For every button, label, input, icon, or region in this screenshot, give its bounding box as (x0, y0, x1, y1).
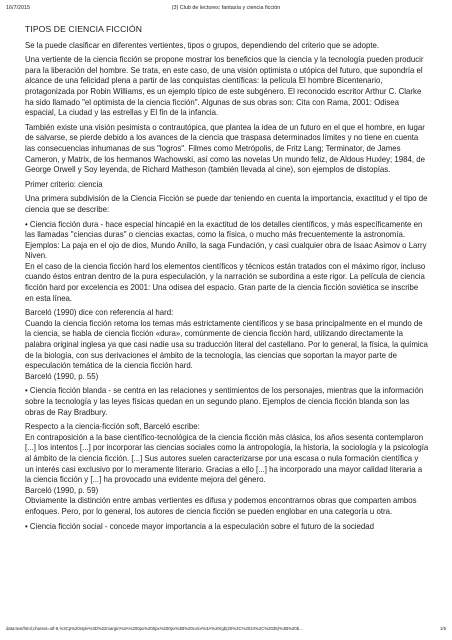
print-date: 16/7/2015 (6, 5, 30, 11)
paragraph-dystopian: También existe una visión pesimista o contrautópica, que plantea la idea de un futuro en el que el hombre, en lugar de salvarse, se pierde debido a los avances de la ciencia que traspasa determinados límites y no tiene en cuenta las consecuencias inhumanas de sus "logros". Filmes como Metrópolis, de Fritz Lang; Terminator, de James Cameron, y Matrix, de los hermanos Wachowski, así como las novelas Un mundo feliz, de Aldous Huxley; 1984, de George Orwell y Soy leyenda, de Richard Matheson (también llevada al cine), son ejemplos de distopías. (25, 122, 425, 175)
page-number: 1/5 (440, 626, 446, 631)
print-footer (6, 626, 446, 635)
paragraph-intro: Se la puede clasificar en diferentes vertientes, tipos o grupos, dependiendo del criterio que se adopte. (25, 40, 380, 50)
section-heading: TIPOS DE CIENCIA FICCIÓN (25, 24, 142, 34)
paragraph-social-sf: • Ciencia ficción social - concede mayor importancia a la especulación sobre el futuro de la sociedad (25, 521, 374, 531)
print-url: data:text/html;charset=utf-8,%3Cp%20style%3D%22margin%3A%200px%200px%200px%3B%20color%3A%20rgb(20%2C%2024%2C%2035)%3B%20b... (6, 626, 303, 631)
paragraph-soft-sf: • Ciencia ficción blanda - se centra en las relaciones y sentimientos de los personajes, mientras que la información sobre la tecnología y las leyes físicas quedan en un segundo plano. Ejemplos de ciencia ficción blanda son las obras de Ray Bradbury. (25, 386, 424, 417)
print-header (6, 5, 446, 15)
paragraph-utopian: Una vertiente de la ciencia ficción se propone mostrar los beneficios que la ciencia y la tecnología pueden producir para la liberación del hombre. Se trata, en este caso, de una visión optimista o utópica del futuro, que supondría el alcance de una felicidad plena a partir de las conquistas científicas: la película El hombre Bicentenario, protagonizada por Robin Williams, es un ejemplo típico de este subgénero. El reconocido escritor Arthur C. Clarke ha sido llamado "el optimista de la ciencia ficción". Algunas de sus obras son: Cita con Rama, 2001: Odisea espacial, La ciudad y las estrellas y El fin de la infancia. (25, 55, 424, 118)
article-body (25, 24, 429, 536)
paragraph-barcelo-soft: Respecto a la ciencia-ficción soft, Barceló escribe: En contraposición a la base científico-tecnológica de la ciencia ficción más clásica, los años sesenta contemplaron [...] los intentos [...] por incorporar las ciencias sociales como la antropología, la historia, la sociología y la psicología al ámbito de la ciencia ficción. [...] Sus autores suelen caracterizarse por una escasa o nula formación científica y un interés casi exclusivo por lo meramente literario. Gracias a ello [...] ha incorporado una mayor calidad literaria a la ciencia ficción y [...] ha provocado una evidente mejora del género. Barceló (1990, p. 59) Obviamente la distinción entre ambas vertientes es difusa y podemos encontrarnos obras que comparten ambos enfoques. Pero, por lo general, los autores de ciencia ficción se pueden englobar en una categoría u otra. (25, 422, 429, 516)
paragraph-barcelo-hard: Barceló (1990) dice con referencia al hard: Cuando la ciencia ficción retoma los temas más estrictamente científicos y se basa principalmente en el mundo de la ciencia, se habla de ciencia ficción «dura», comúnmente de ciencia ficción hard, utilizando directamente la palabra original inglesa ya que casi nadie usa su traducción literal del castellano. Por lo general, la física, la química de la biología, con sus derivaciones el ámbito de la tecnología, las ciencias que soportan la mayor parte de especulación temática de la ciencia ficción hard. Barceló (1990, p. 55) (25, 308, 428, 381)
paragraph-subdivision: Una primera subdivisión de la Ciencia Ficción se puede dar teniendo en cuenta la importancia, exactitud y el tipo de ciencia que se describe: (25, 194, 428, 214)
paragraph-hard-sf: • Ciencia ficción dura - hace especial hincapié en la exactitud de los detalles científicos, y más específicamente en las llamadas "ciencias duras" o ciencias exactas, como la física, o mucho más frecuentemente la astronomía. Ejemplos: La paja en el ojo de dios, Mundo Anillo, la saga Fundación, y casi cualquier obra de Isaac Asimov o Larry Niven. En el caso de la ciencia ficción hard los elementos científicos y técnicos están tratados con el máximo rigor, incluso cuando éstos entran dentro de la pura especulación, y la narración se subordina a este rigor. La película de ciencia ficción hard por excelencia es 2001: Una odisea del espacio. Gran parte de la ciencia ficción soviética se inscribe en esta línea. (25, 219, 427, 303)
print-page-title: (3) Club de lectores: fantasía y ciencia ficción (171, 5, 281, 11)
paragraph-first-criterion: Primer criterio: ciencia (25, 179, 103, 189)
